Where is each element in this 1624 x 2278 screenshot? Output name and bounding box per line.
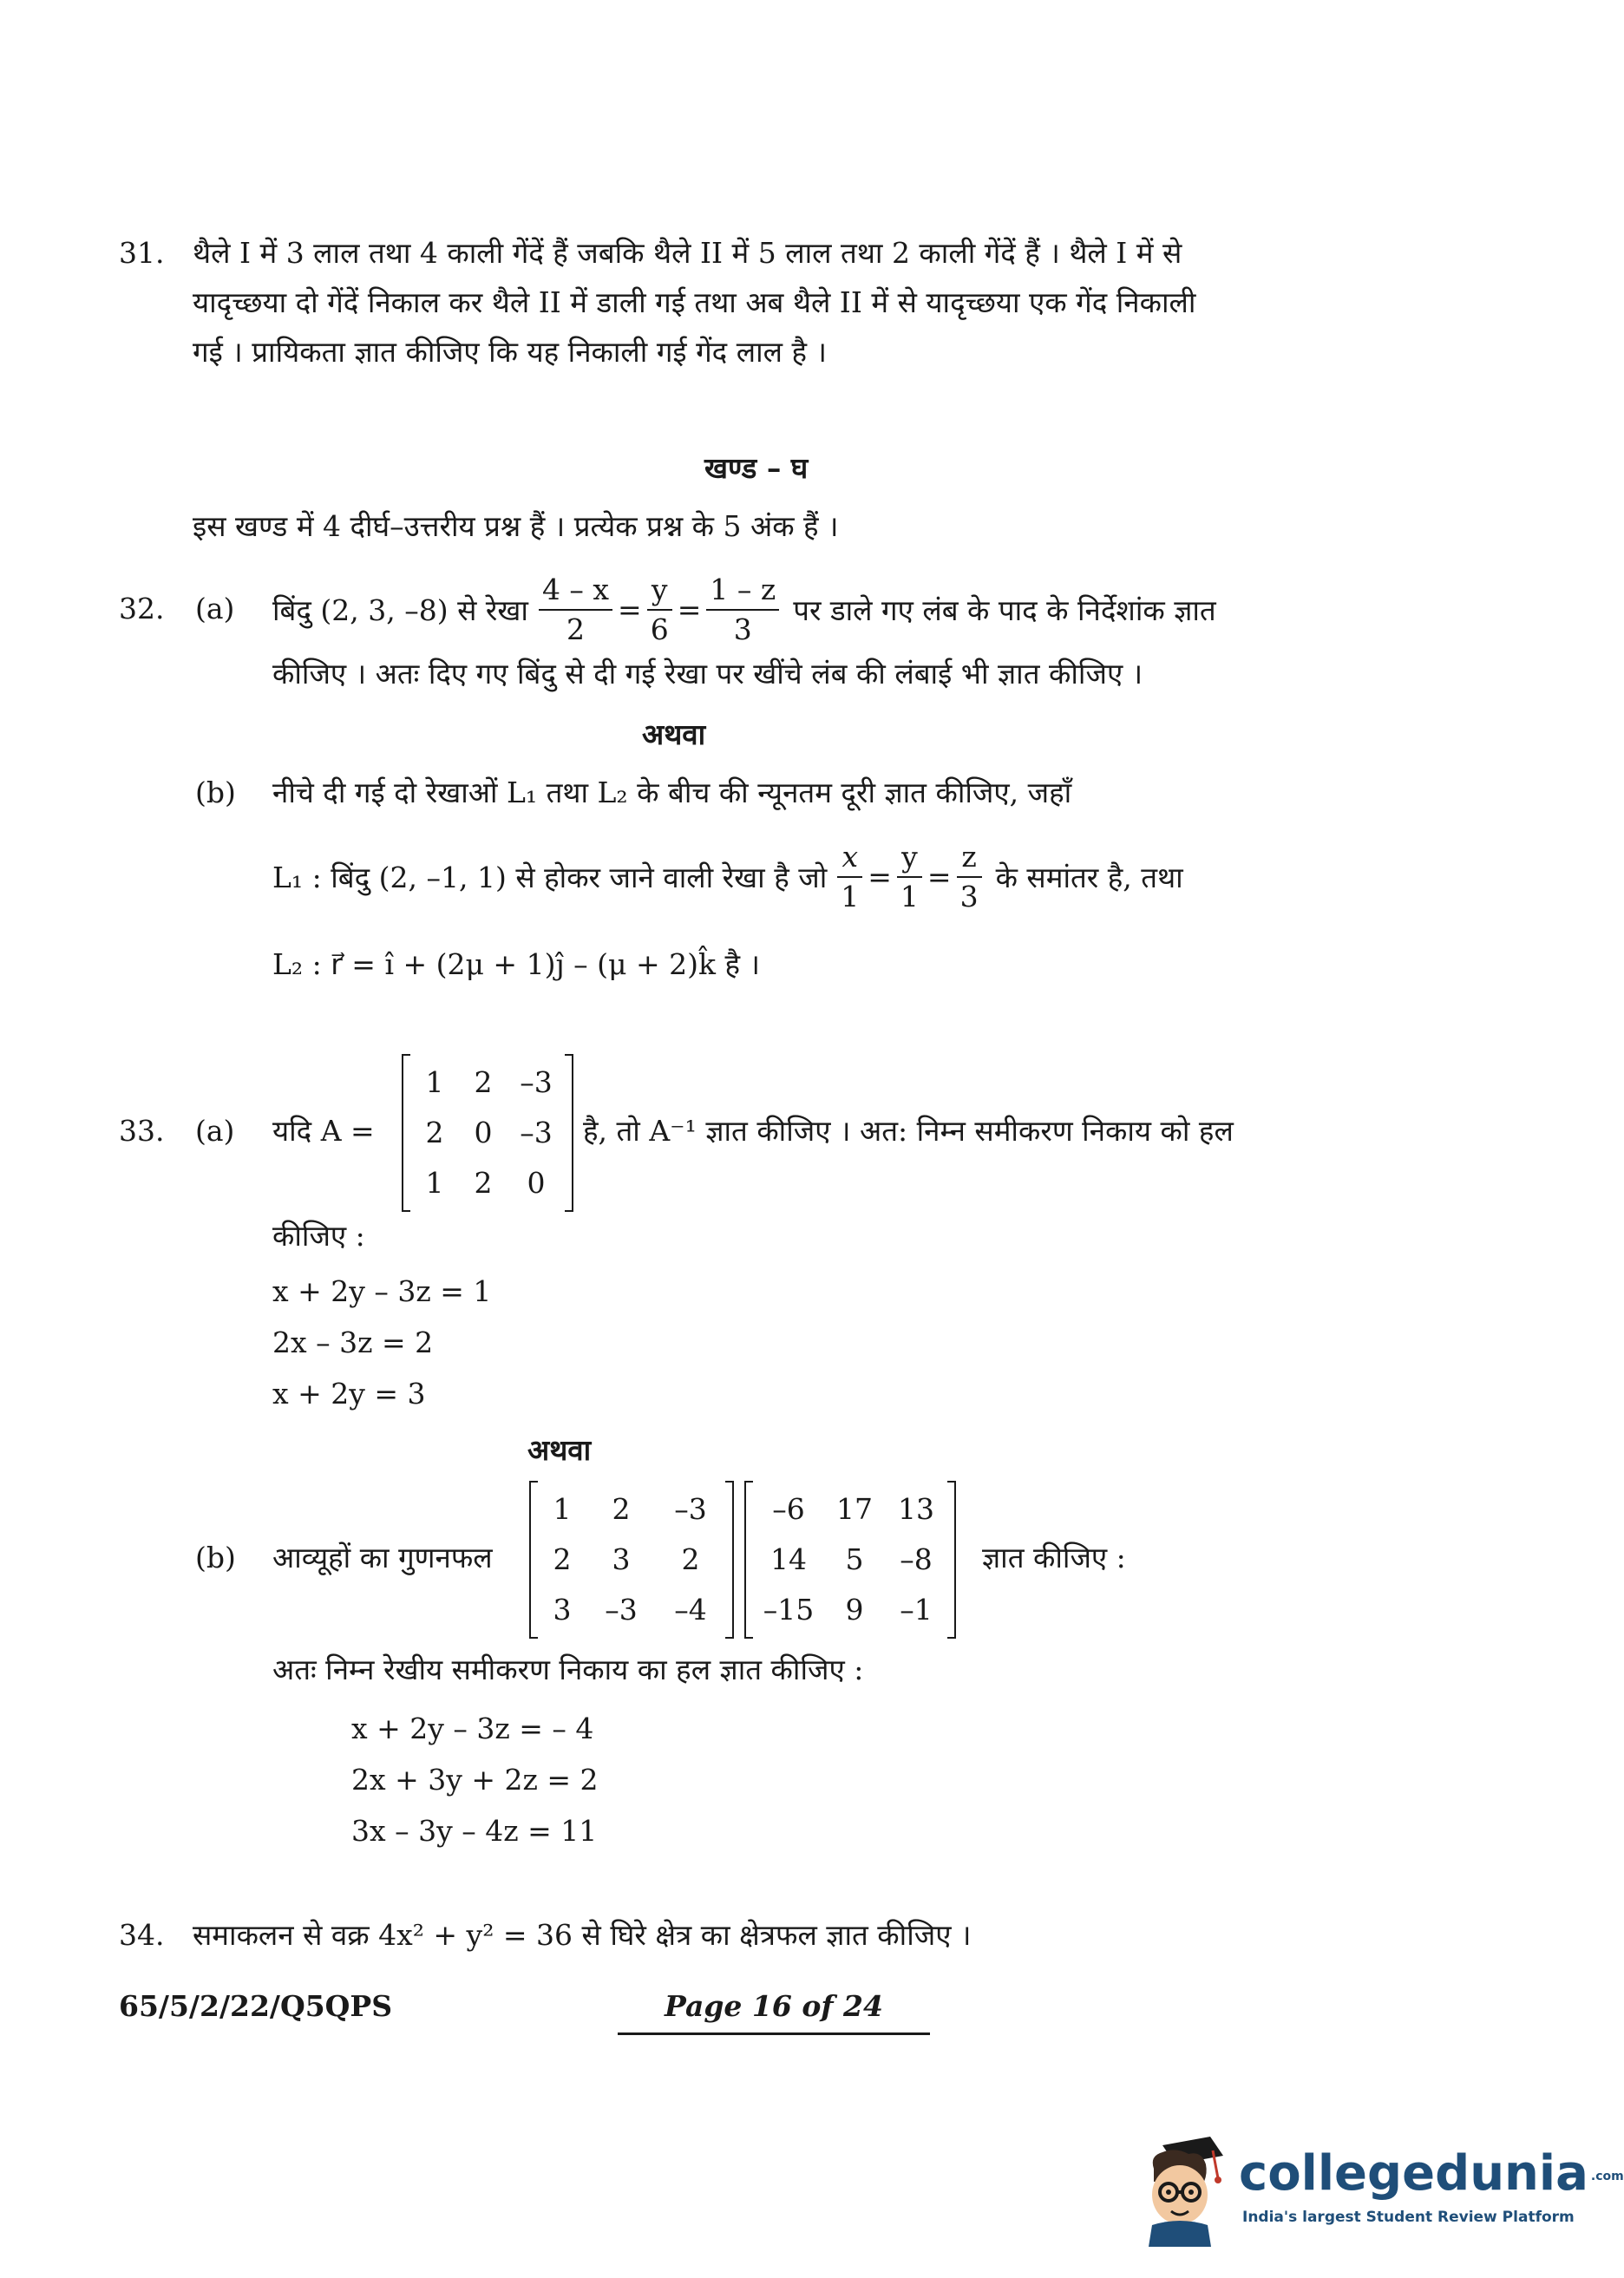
fraction-numerator: 1 – z: [706, 571, 779, 611]
fraction-denominator: 3: [733, 612, 752, 646]
matrix-cell: –4: [674, 1593, 707, 1627]
matrix-cell: 1: [425, 1166, 444, 1200]
fraction-numerator: y: [647, 571, 672, 611]
q32-a-label: (a): [195, 592, 235, 625]
q32-a-post: पर डाले गए लंब के पाद के निर्देशांक ज्ञात: [793, 593, 1216, 627]
matrix-b1: [529, 1481, 734, 1639]
q33-b-line-2: अतः निम्न रेखीय समीकरण निकाय का हल ज्ञात कीजिए :: [272, 1653, 864, 1686]
q33-or: अथवा: [527, 1433, 592, 1467]
matrix-cell: –1: [900, 1593, 933, 1627]
matrix-cell: –3: [520, 1065, 553, 1099]
q31-line-3: गई । प्रायिकता ज्ञात कीजिए कि यह निकाली गई गेंद लाल है ।: [193, 335, 827, 369]
matrix-cell: 2: [474, 1065, 493, 1099]
section-instruction: इस खण्ड में 4 दीर्घ–उत्तरीय प्रश्न हैं । प्रत्येक प्रश्न के 5 अंक हैं ।: [193, 509, 839, 543]
q32-l1-line: [272, 835, 1183, 918]
fraction: [957, 838, 982, 916]
fraction-denominator: 3: [959, 879, 979, 913]
q33-a-pre: यदि A =: [272, 1114, 375, 1148]
q33-a-label: (a): [195, 1114, 235, 1148]
collegedunia-logo: [1128, 2121, 1624, 2251]
matrix-a: [402, 1054, 573, 1212]
fraction: [897, 838, 922, 916]
matrix-cell: 17: [836, 1492, 873, 1526]
matrix-cell: –15: [763, 1593, 815, 1627]
q31-line-2: यादृच्छया दो गेंदें निकाल कर थैले II में डाली गई तथा अब थैले II में से यादृच्छया एक गेंद निकाली: [193, 285, 1196, 319]
q33-number: 33.: [119, 1114, 165, 1148]
matrix-cell: 2: [681, 1542, 700, 1576]
q33-a-post: है, तो A⁻¹ ज्ञात कीजिए । अत: निम्न समीकरण निकाय को हल: [583, 1114, 1234, 1148]
q32-a-line-2: कीजिए । अतः दिए गए बिंदु से दी गई रेखा पर खींचे लंब की लंबाई भी ज्ञात कीजिए ।: [272, 657, 1143, 691]
equals-sign: =: [677, 592, 702, 626]
fraction: [647, 571, 672, 649]
equals-sign: =: [618, 592, 642, 626]
q32-b-label: (b): [195, 776, 236, 809]
q33-eq-2: 2x – 3z = 2: [272, 1326, 434, 1359]
matrix-cell: 0: [474, 1116, 493, 1149]
matrix-cell: 2: [474, 1166, 493, 1200]
q34-number: 34.: [119, 1918, 165, 1952]
fraction-denominator: 6: [650, 612, 669, 646]
q32-l1-post: के समांतर है, तथा: [995, 861, 1183, 894]
fraction-numerator: z: [957, 838, 982, 878]
matrix-cell: 1: [553, 1492, 572, 1526]
logo-name-text: collegedunia: [1239, 2145, 1588, 2202]
q31-line-1: थैले I में 3 लाल तथा 4 काली गेंदें हैं जबकि थैले II में 5 लाल तथा 2 काली गेंदें हैं । थैले I में से: [193, 236, 1182, 270]
q33-b-eq-3: 3x – 3y – 4z = 11: [351, 1814, 598, 1848]
matrix-cell: 13: [898, 1492, 934, 1526]
q32-b-line-1: नीचे दी गई दो रेखाओं L₁ तथा L₂ के बीच की न्यूनतम दूरी ज्ञात कीजिए, जहाँ: [272, 776, 1072, 809]
matrix-cell: –3: [605, 1593, 638, 1627]
student-mascot-icon: [1128, 2121, 1232, 2247]
matrix-cell: 14: [770, 1542, 807, 1576]
q31-number: 31.: [119, 236, 165, 270]
q32-number: 32.: [119, 592, 165, 625]
q33-eq-3: x + 2y = 3: [272, 1377, 426, 1411]
fraction-numerator: x: [837, 838, 862, 878]
q32-l2-line: L₂ : r⃗ = î + (2μ + 1)ĵ – (μ + 2)k̂ है ।: [272, 947, 760, 981]
matrix-cell: 5: [845, 1542, 864, 1576]
fraction: [837, 838, 862, 916]
matrix-cell: 2: [425, 1116, 444, 1149]
q33-b-post: ज्ञात कीजिए :: [982, 1541, 1126, 1574]
matrix-cell: 3: [612, 1542, 631, 1576]
matrix-b2: [744, 1481, 956, 1639]
matrix-cell: –6: [772, 1492, 805, 1526]
fraction-numerator: 4 – x: [539, 571, 612, 611]
matrix-cell: 3: [553, 1593, 572, 1627]
logo-suffix: .com: [1590, 2169, 1624, 2183]
q33-b-pre: आव्यूहों का गुणनफल: [272, 1541, 493, 1574]
matrix-cell: 2: [553, 1542, 572, 1576]
q33-b-eq-2: 2x + 3y + 2z = 2: [351, 1763, 599, 1797]
q33-a-line-2: कीजिए :: [272, 1219, 365, 1253]
paper-code: 65/5/2/22/Q5QPS: [119, 1989, 393, 2023]
matrix-cell: –8: [900, 1542, 933, 1576]
q32-a-pre: बिंदु (2, 3, –8) से रेखा: [272, 593, 528, 627]
matrix-cell: 1: [425, 1065, 444, 1099]
q33-b-label: (b): [195, 1541, 236, 1574]
q32-or: अथवा: [642, 717, 706, 751]
fraction: [539, 571, 612, 649]
equals-sign: =: [927, 860, 952, 894]
fraction-denominator: 1: [841, 879, 860, 913]
logo-tagline: India's largest Student Review Platform: [1242, 2209, 1575, 2226]
matrix-cell: 0: [527, 1166, 546, 1200]
fraction-numerator: y: [897, 838, 922, 878]
page-number-underline: [618, 2033, 930, 2035]
q32-a-line-1: [272, 568, 1216, 651]
fraction: [706, 571, 779, 649]
fraction-denominator: 1: [900, 879, 919, 913]
matrix-cell: 9: [845, 1593, 864, 1627]
fraction-denominator: 2: [566, 612, 585, 646]
q32-l1-pre: L₁ : बिंदु (2, –1, 1) से होकर जाने वाली रेखा है जो: [272, 861, 828, 894]
matrix-cell: –3: [674, 1492, 707, 1526]
q34-text: समाकलन से वक्र 4x² + y² = 36 से घिरे क्षेत्र का क्षेत्रफल ज्ञात कीजिए ।: [193, 1918, 972, 1952]
q33-eq-1: x + 2y – 3z = 1: [272, 1274, 492, 1308]
page-number: Page 16 of 24: [665, 1989, 883, 2023]
equals-sign: =: [868, 860, 892, 894]
matrix-cell: –3: [520, 1116, 553, 1149]
section-title: खण्ड – घ: [704, 451, 809, 485]
q33-b-eq-1: x + 2y – 3z = – 4: [351, 1712, 594, 1745]
logo-name: [1239, 2145, 1624, 2205]
matrix-cell: 2: [612, 1492, 631, 1526]
